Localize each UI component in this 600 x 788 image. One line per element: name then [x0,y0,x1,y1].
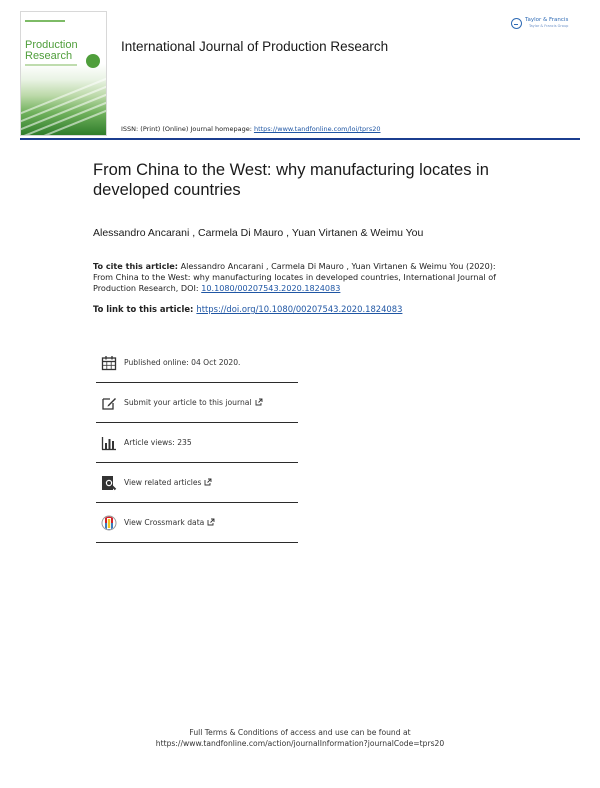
cover-badge-icon [86,54,100,68]
search-document-icon [100,474,118,492]
link-to-article [93,304,402,314]
citation-text: Alessandro Ancarani , Carmela Di Mauro , Yuan Virtanen & Weimu You (2020): From China to the West: why manufacturing locates in developed countries, International Journal of Production Research, DOI: [93,261,497,293]
submit-article-link[interactable]: Submit your article to this journal [124,398,252,407]
crossmark-link[interactable]: View Crossmark data [124,518,205,527]
journal-title: International Journal of Production Research [121,39,389,54]
edit-pencil-icon [100,394,118,412]
crossmark-icon [100,514,118,532]
journal-cover-image [20,11,107,136]
footer-terms-link[interactable]: https://www.tandfonline.com/action/journalInformation?journalCode=tprs20 [155,739,445,748]
cover-title-research: Research [25,50,73,62]
journal-homepage-link[interactable]: https://www.tandfonline.com/loi/tprs20 [253,125,381,133]
issn-text: ISSN: (Print) (Online) Journal homepage: [121,125,254,133]
footer-terms [100,727,500,749]
header-divider [20,138,580,140]
calendar-icon [100,354,118,372]
cover-title-production: Production [25,39,78,51]
article-info-list [96,343,298,543]
citation-block [93,261,513,294]
submit-article-item[interactable] [96,383,298,423]
link-to-label: To link to this article: [93,304,194,314]
external-link-icon [204,478,212,488]
article-authors: Alessandro Ancarani , Carmela Di Mauro , Yuan Virtanen & Weimu You [93,227,424,239]
related-articles-item[interactable] [96,463,298,503]
crossmark-item[interactable] [96,503,298,543]
published-online-item [96,343,298,383]
article-views-item [96,423,298,463]
citation-doi-link[interactable]: 10.1080/00207543.2020.1824083 [201,283,341,293]
footer-terms-text: Full Terms & Conditions of access and use can be found at [189,728,411,737]
publisher-name: Taylor & Francis [525,17,569,23]
external-link-icon [255,398,263,408]
article-title: From China to the West: why manufacturing locates in developed countries [93,161,489,199]
external-link-icon [207,518,215,528]
article-views-text: Article views: 235 [124,438,192,447]
citation-label: To cite this article: [93,261,179,271]
article-doi-link[interactable]: https://doi.org/10.1080/00207543.2020.1824083 [196,304,403,314]
publisher-group: Taylor & Francis Group [528,24,569,28]
related-articles-link[interactable]: View related articles [124,478,202,487]
bar-chart-icon [100,434,118,452]
issn-line [121,125,380,133]
publisher-logo-icon [511,18,522,29]
published-online-text: Published online: 04 Oct 2020. [124,358,241,367]
publisher-logo[interactable] [511,17,568,29]
